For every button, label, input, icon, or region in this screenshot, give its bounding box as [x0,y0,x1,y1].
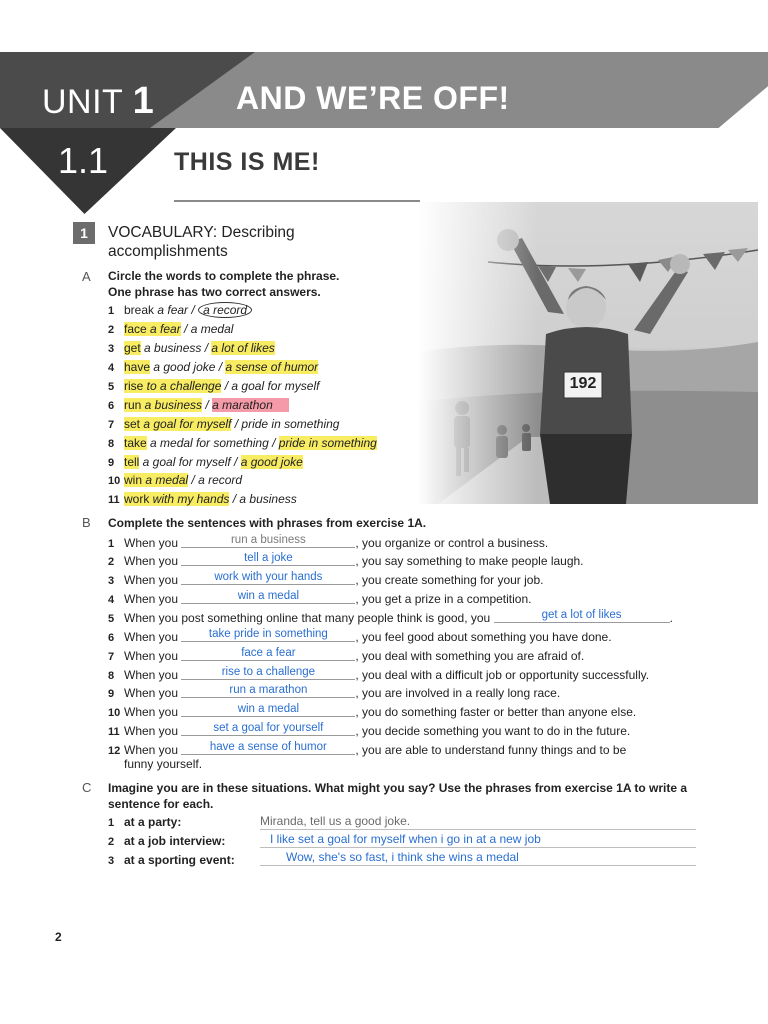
highlighted-answer[interactable]: run a business [124,398,203,412]
answer-field[interactable]: face a fear [181,646,355,661]
exercise-b-item: 3 When you work with your hands , you create something for your job. [108,571,544,587]
exercise-a-item: 8 take a medal for something / pride in something [108,436,377,450]
unit-word: UNIT [42,83,123,121]
exercise-a-item: 4 have a good joke / a sense of humor [108,360,319,374]
highlighted-answer[interactable]: win a medal [124,473,189,487]
exercise-c-instruction-line2: sentence for each. [108,797,214,811]
exercise-a-instruction [108,268,339,300]
answer-field[interactable]: have a sense of humor [181,740,355,755]
exercise-a-item: 9 tell a goal for myself / a good joke [108,455,303,469]
exercise-a-item: 6 run a business / a marathon [108,396,289,414]
highlighted-answer[interactable]: pride in something [278,436,377,450]
highlighted-answer[interactable]: rise to a challenge [124,379,222,393]
answer-field[interactable]: run a business [181,533,355,548]
exercise-b-item: 10 When you win a medal , you do something faster or better than anyone else. [108,703,637,719]
answer-field[interactable]: get a lot of likes [494,608,670,623]
exercise-c-instruction [108,780,687,812]
exercise-b-item: 7 When you face a fear , you deal with something you are afraid of. [108,647,585,663]
exercise-b-item: 4 When you win a medal , you get a prize in a competition. [108,590,532,606]
exercise-c-instruction-line1: Imagine you are in these situations. What might you say? Use the phrases from exercise 1A to write a [108,781,688,795]
runner-bib-number: 192 [569,375,597,392]
answer-line[interactable]: Miranda, tell us a good joke. [260,813,696,830]
exercise-a-instruction-line1: Circle the words to complete the phrase. [108,269,340,283]
highlighted-answer[interactable]: set a goal for myself [124,417,232,431]
exercise-b-item-continuation: funny yourself. [124,757,203,771]
answer-line[interactable]: I like set a goal for myself when i go in at a new job [260,831,696,848]
exercise-b-item: 8 When you rise to a challenge , you deal with a difficult job or opportunity successfully. [108,666,650,682]
lesson-number: 1.1 [58,140,109,181]
exercise-b-item: 2 When you tell a joke , you say something to make people laugh. [108,552,584,568]
answer-line[interactable]: Wow, she's so fast, i think she wins a medal [260,849,696,866]
unit-title: AND WE’RE OFF! [236,80,510,116]
answer-field[interactable]: tell a joke [181,551,355,566]
answer-field[interactable]: take pride in something [181,627,355,642]
title-rule [174,200,420,202]
exercise-b-instruction: Complete the sentences with phrases from exercise 1A. [108,516,427,530]
highlighted-answer[interactable]: a lot of likes [211,341,275,355]
exercise-b-item: 9 When you run a marathon , you are involved in a really long race. [108,684,561,700]
answer-field[interactable]: run a marathon [181,683,355,698]
highlighted-answer-red[interactable]: a marathon [212,398,289,412]
exercise-b-item: 12 When you have a sense of humor , you are able to understand funny things and to be [108,741,627,757]
page-number: 2 [55,930,62,944]
photo-fade [418,202,538,504]
exercise-a-item: 5 rise to a challenge / a goal for myself [108,379,320,393]
exercise-c-item: 3 at a sporting event: [108,853,235,867]
highlighted-answer[interactable]: a good joke [240,455,303,469]
exercise-c-letter: C [82,780,92,795]
section-title [108,223,338,261]
exercise-a-item: 10 win a medal / a record [108,473,243,487]
section-number-box: 1 [73,222,95,244]
exercise-b-item: 11 When you set a goal for yourself , you decide something you want to do in the future. [108,722,631,738]
runner-photo [418,202,758,504]
highlighted-answer[interactable]: a sense of humor [225,360,319,374]
answer-field[interactable]: win a medal [181,589,355,604]
answer-field[interactable]: work with your hands [181,570,355,585]
exercise-a-item: 2 face a fear / a medal [108,322,234,336]
exercise-b-item: 1 When you run a business , you organize or control a business. [108,534,549,550]
exercise-a-item: 7 set a goal for myself / pride in something [108,417,340,431]
exercise-b-item: 5 When you post something online that many people think is good, you get a lot of likes . [108,609,673,625]
answer-field[interactable]: win a medal [181,702,355,717]
answer-field[interactable]: set a goal for yourself [181,721,355,736]
exercise-b-letter: B [82,515,91,530]
exercise-c-item: 2 at a job interview: [108,834,226,848]
unit-number: 1 [132,80,155,122]
lesson-title: THIS IS ME! [174,148,320,176]
exercise-b-item: 6 When you take pride in something , you feel good about something you have done. [108,628,612,644]
highlighted-answer[interactable]: work with my hands [124,492,230,506]
exercise-a-item: 3 get a business / a lot of likes [108,341,275,355]
highlighted-answer[interactable]: face a fear [124,322,181,336]
section-title-line2: accomplishments [108,243,228,260]
section-title-line1: VOCABULARY: Describing [108,224,295,241]
exercise-a-letter: A [82,269,91,284]
circled-answer[interactable]: a record [198,302,252,318]
exercise-a-item: 1 break a fear / a record [108,301,252,319]
exercise-a-item: 11 work with my hands / a business [108,492,297,506]
unit-label [42,80,154,123]
exercise-c-item: 1 at a party: [108,815,182,829]
answer-field[interactable]: rise to a challenge [181,665,355,680]
exercise-a-instruction-line2: One phrase has two correct answers. [108,285,321,299]
